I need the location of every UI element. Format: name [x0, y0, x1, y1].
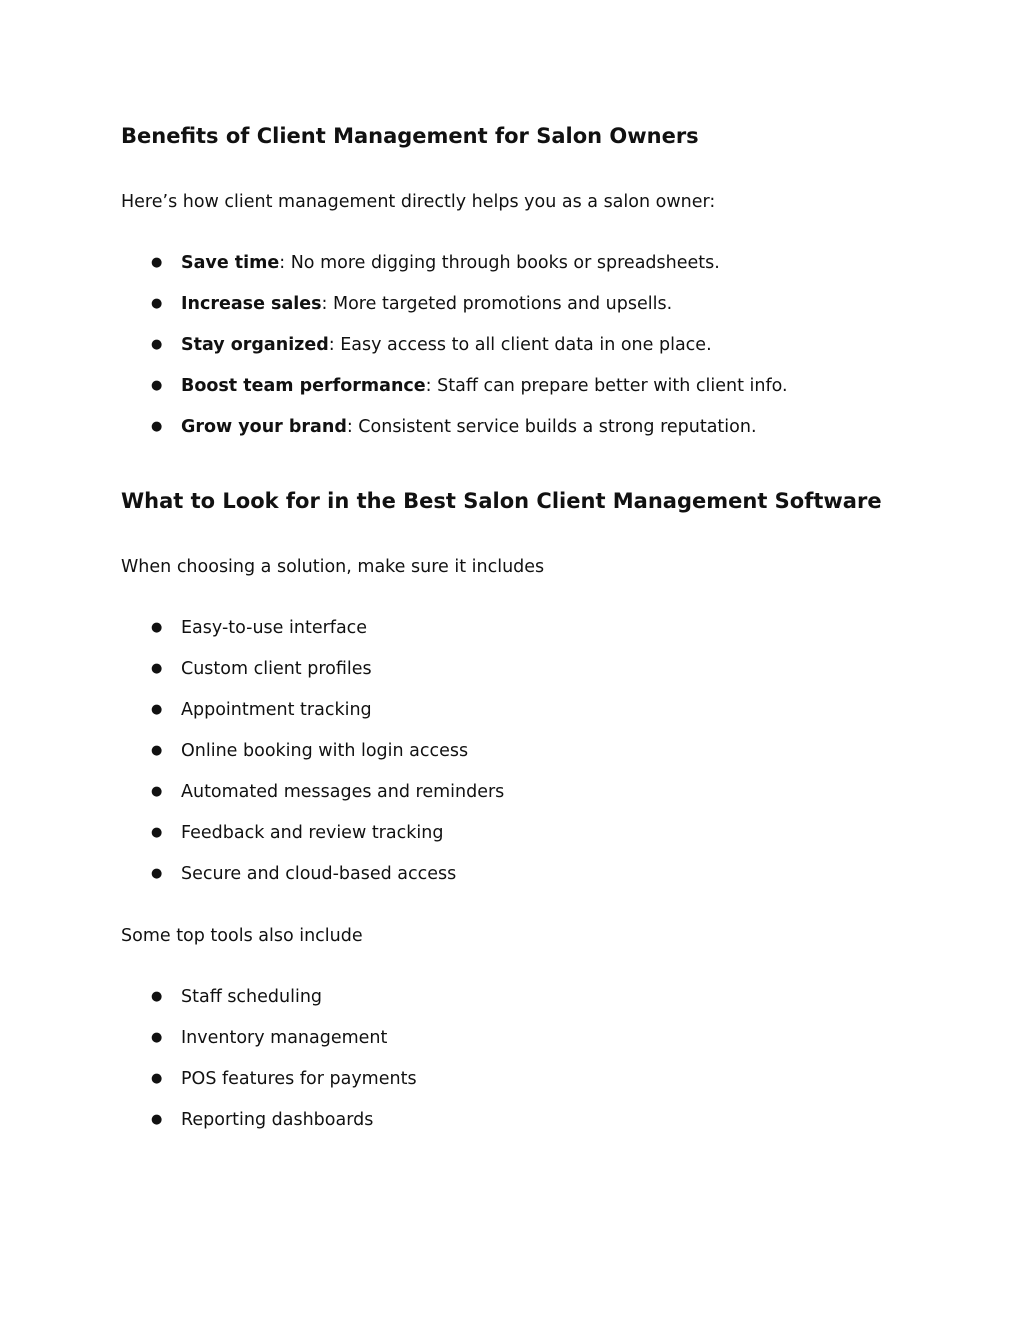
benefit-term: Increase sales: [181, 294, 322, 314]
benefit-description: : Consistent service builds a strong reputation.: [346, 417, 757, 437]
benefits-intro: Here’s how client management directly helps you as a salon owner:: [121, 192, 716, 212]
feature-label: Easy-to-use interface: [181, 618, 368, 638]
feature-label: Feedback and review tracking: [181, 823, 444, 843]
bullet-icon: ●: [151, 620, 163, 635]
bullet-icon: ●: [151, 296, 163, 311]
benefit-term: Boost team performance: [181, 376, 426, 396]
bullet-icon: ●: [151, 337, 163, 352]
bullet-icon: ●: [151, 702, 163, 717]
section-heading-benefits: Benefits of Client Management for Salon Owners: [121, 124, 699, 148]
bullet-icon: ●: [151, 419, 163, 434]
feature-label: Online booking with login access: [181, 741, 469, 761]
bullet-icon: ●: [151, 1030, 163, 1045]
bullet-icon: ●: [151, 825, 163, 840]
bullet-icon: ●: [151, 661, 163, 676]
extras-intro: Some top tools also include: [121, 926, 363, 946]
bullet-icon: ●: [151, 866, 163, 881]
benefit-description: : More targeted promotions and upsells.: [321, 294, 673, 314]
feature-label: Secure and cloud-based access: [181, 864, 457, 884]
features-intro: When choosing a solution, make sure it includes: [121, 557, 545, 577]
benefit-description: : Easy access to all client data in one place.: [328, 335, 712, 355]
bullet-icon: ●: [151, 989, 163, 1004]
feature-label: Automated messages and reminders: [181, 782, 505, 802]
feature-label: Appointment tracking: [181, 700, 372, 720]
benefit-description: : No more digging through books or spreadsheets.: [279, 253, 720, 273]
bullet-icon: ●: [151, 255, 163, 270]
benefit-description: : Staff can prepare better with client info.: [425, 376, 788, 396]
benefit-term: Grow your brand: [181, 417, 347, 437]
extra-feature-label: POS features for payments: [181, 1069, 417, 1089]
bullet-icon: ●: [151, 1071, 163, 1086]
benefit-term: Stay organized: [181, 335, 329, 355]
extra-feature-label: Inventory management: [181, 1028, 388, 1048]
bullet-icon: ●: [151, 378, 163, 393]
extra-feature-label: Reporting dashboards: [181, 1110, 374, 1130]
section-heading-software: What to Look for in the Best Salon Client Management Software: [121, 489, 882, 513]
bullet-icon: ●: [151, 784, 163, 799]
bullet-icon: ●: [151, 743, 163, 758]
feature-label: Custom client profiles: [181, 659, 372, 679]
extra-feature-label: Staff scheduling: [181, 987, 323, 1007]
bullet-icon: ●: [151, 1112, 163, 1127]
benefit-term: Save time: [181, 253, 280, 273]
